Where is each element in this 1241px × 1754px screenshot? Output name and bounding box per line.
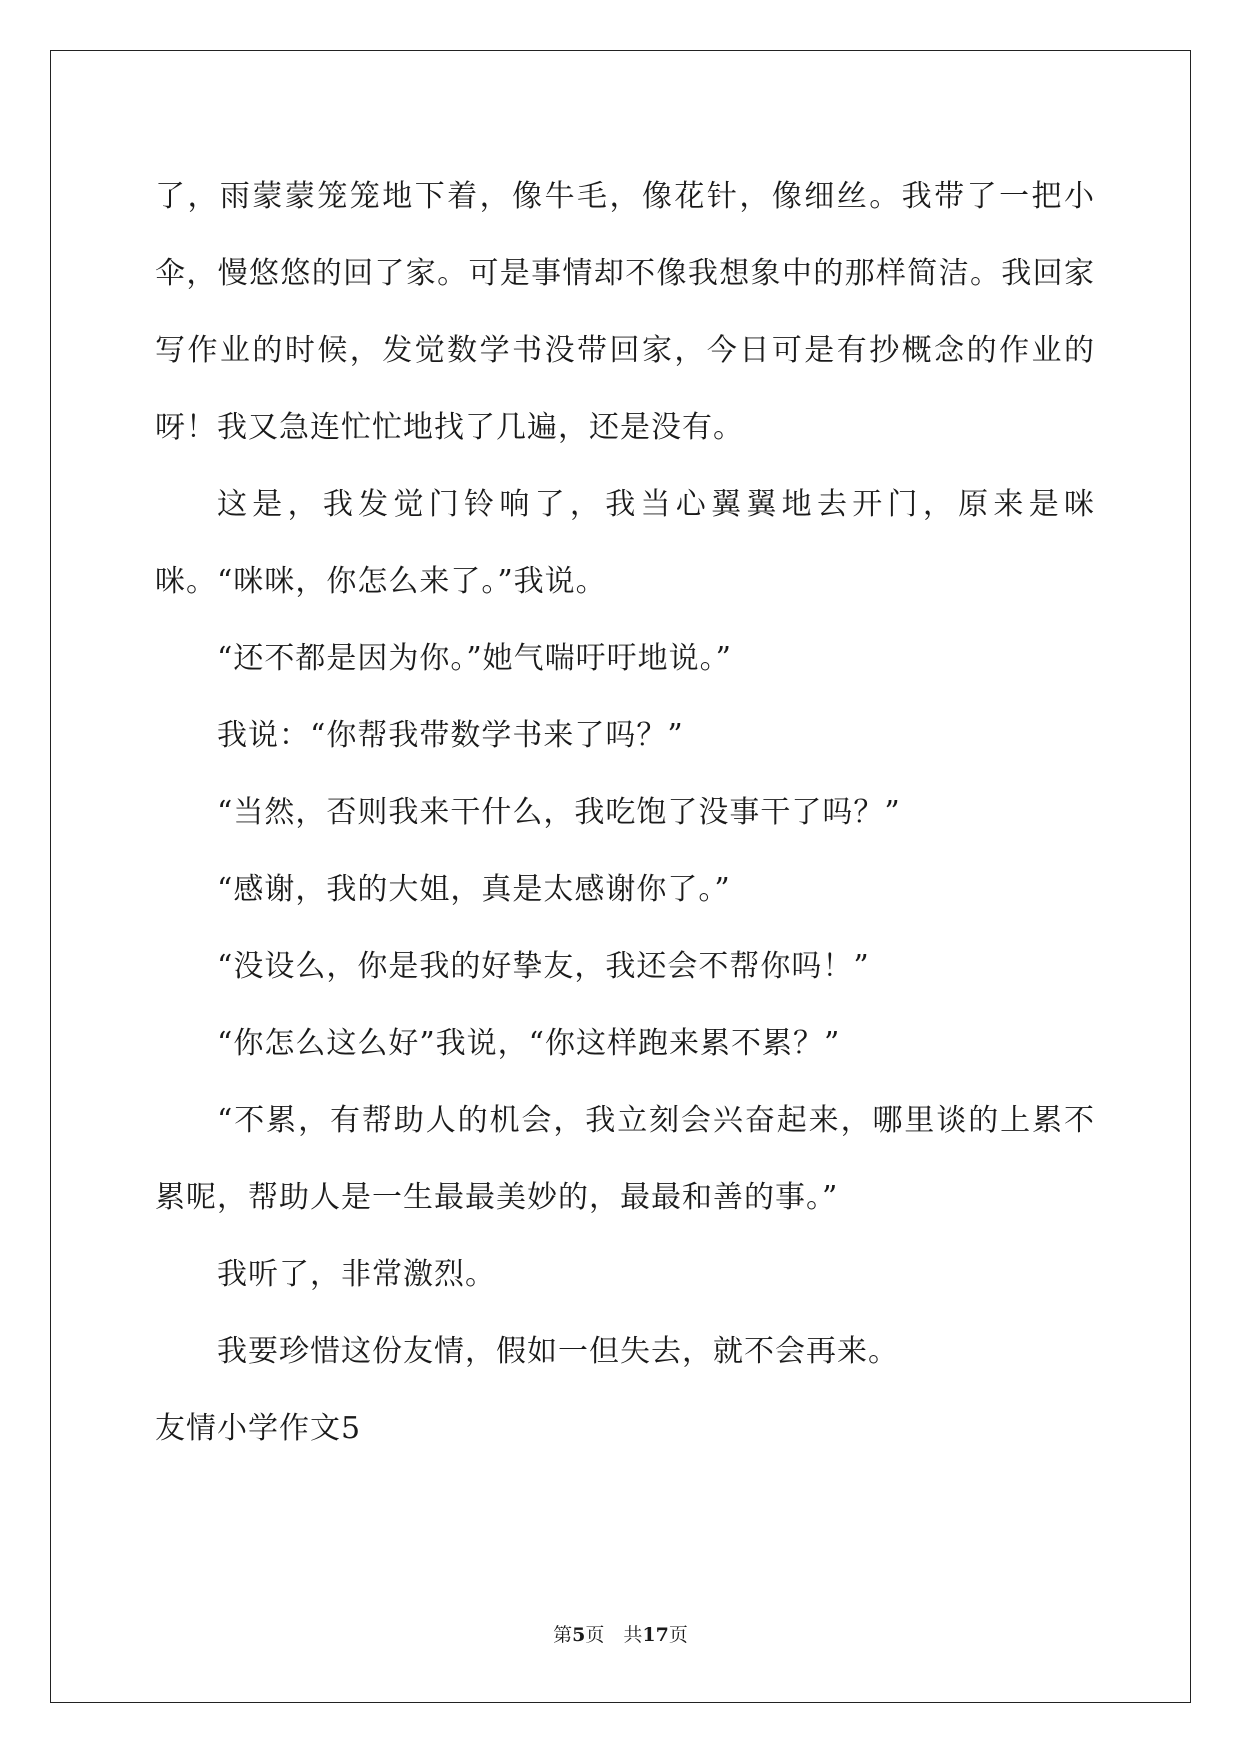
paragraph-2: 这是，我发觉门铃响了，我当心翼翼地去开门，原来是咪咪。“咪咪，你怎么来了。”我说。 — [155, 487, 1095, 599]
paragraph-1: 了，雨蒙蒙笼笼地下着，像牛毛，像花针，像细丝。我带了一把小伞，慢悠悠的回了家。可是事情却不像我想象中的那样简洁。我回家写作业的时候，发觉数学书没带回家，今日可是有抄概念的作业的呀！我又急连忙忙地找了几遍，还是没有。 — [155, 179, 1095, 445]
section-heading: 友情小学作文5 — [155, 1411, 362, 1446]
paragraph-8: “你怎么这么好”我说，“你这样跑来累不累？” — [217, 1026, 841, 1061]
paragraph-9: “不累，有帮助人的机会，我立刻会兴奋起来，哪里谈的上累不累呢，帮助人是一生最最美妙的，最最和善的事。” — [155, 1103, 1095, 1215]
footer-total-pages: 17 — [642, 1624, 669, 1646]
paragraph-3: “还不都是因为你。”她气喘吁吁地说。” — [217, 641, 733, 676]
paragraph-5: “当然，否则我来干什么，我吃饱了没事干了吗？” — [217, 795, 901, 830]
page-footer — [0, 1620, 1241, 1647]
paragraph-10: 我听了，非常激烈。 — [217, 1257, 496, 1292]
footer-mid: 页 共 — [585, 1624, 643, 1646]
paragraph-11: 我要珍惜这份友情，假如一但失去，就不会再来。 — [217, 1334, 899, 1369]
footer-prefix: 第 — [553, 1624, 573, 1646]
paragraph-4: 我说：“你帮我带数学书来了吗？” — [217, 718, 684, 753]
document-body — [155, 158, 1095, 1467]
footer-page-number: 5 — [572, 1624, 586, 1646]
paragraph-7: “没设么，你是我的好挚友，我还会不帮你吗！” — [217, 949, 870, 984]
footer-suffix: 页 — [668, 1624, 688, 1646]
paragraph-6: “感谢，我的大姐，真是太感谢你了。” — [217, 872, 731, 907]
